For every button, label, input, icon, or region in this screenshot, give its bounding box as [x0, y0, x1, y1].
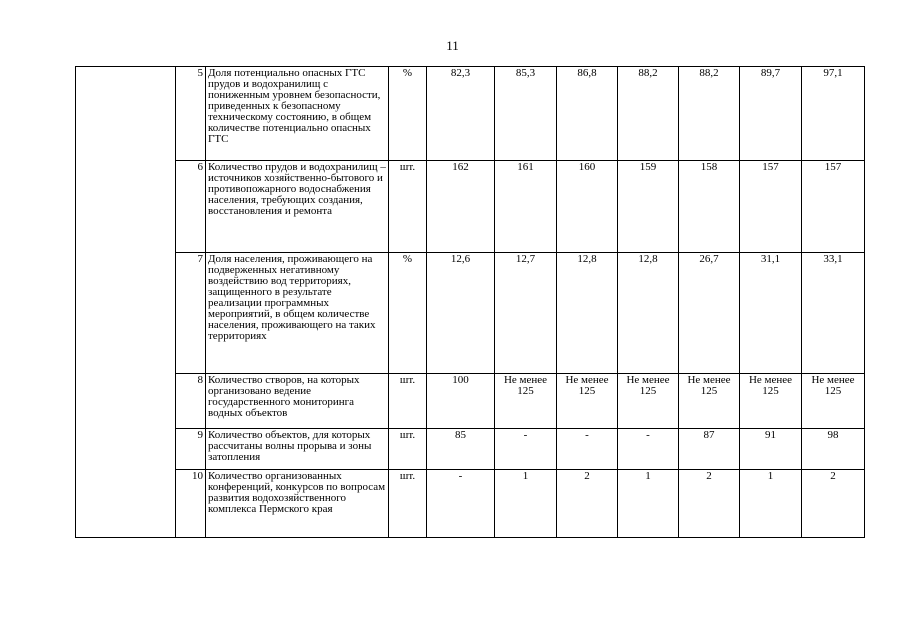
value-cell: 88,2 [679, 67, 740, 161]
row-number-cell: 6 [176, 161, 206, 253]
table-row [76, 67, 865, 161]
value-cell: 31,1 [740, 253, 802, 374]
value-cell: Не менее 125 [802, 374, 865, 429]
value-cell: 2 [679, 470, 740, 538]
unit-cell: % [389, 67, 427, 161]
unit-cell: шт. [389, 429, 427, 470]
value-cell: 88,2 [618, 67, 679, 161]
value-cell: 85,3 [495, 67, 557, 161]
value-cell: 161 [495, 161, 557, 253]
row-number-cell: 9 [176, 429, 206, 470]
indicator-name-cell: Доля потенциально опасных ГТС прудов и водохранилищ с пониженным уровнем безопасности, приведенных к безопасному техническому состоянию, в общем количестве потенциально опасных ГТС [206, 67, 389, 161]
value-cell: Не менее 125 [618, 374, 679, 429]
value-cell: 158 [679, 161, 740, 253]
value-cell: 157 [740, 161, 802, 253]
unit-cell: шт. [389, 161, 427, 253]
row-number-cell: 8 [176, 374, 206, 429]
value-cell: 159 [618, 161, 679, 253]
row-number-cell: 10 [176, 470, 206, 538]
table-row [76, 161, 865, 253]
blank-column-cell [76, 67, 176, 538]
value-cell: 82,3 [427, 67, 495, 161]
table-body [76, 67, 865, 538]
value-cell: 2 [557, 470, 618, 538]
value-cell: 89,7 [740, 67, 802, 161]
value-cell: 2 [802, 470, 865, 538]
unit-cell: шт. [389, 470, 427, 538]
value-cell: - [618, 429, 679, 470]
value-cell: 12,7 [495, 253, 557, 374]
unit-cell: шт. [389, 374, 427, 429]
indicator-name-cell: Количество организованных конференций, конкурсов по вопросам развития водохозяйственного комплекса Пермского края [206, 470, 389, 538]
value-cell: 12,8 [618, 253, 679, 374]
value-cell: 87 [679, 429, 740, 470]
value-cell: 1 [618, 470, 679, 538]
value-cell: 12,8 [557, 253, 618, 374]
row-number-cell: 7 [176, 253, 206, 374]
value-cell: 157 [802, 161, 865, 253]
unit-cell: % [389, 253, 427, 374]
value-cell: 97,1 [802, 67, 865, 161]
value-cell: 86,8 [557, 67, 618, 161]
value-cell: 100 [427, 374, 495, 429]
value-cell: - [495, 429, 557, 470]
page-number: 11 [446, 38, 459, 53]
value-cell: 91 [740, 429, 802, 470]
table-row [76, 253, 865, 374]
value-cell: 98 [802, 429, 865, 470]
value-cell: 33,1 [802, 253, 865, 374]
table-row [76, 429, 865, 470]
value-cell: Не менее 125 [495, 374, 557, 429]
value-cell: 26,7 [679, 253, 740, 374]
indicator-name-cell: Количество створов, на которых организовано ведение государственного мониторинга водных объектов [206, 374, 389, 429]
indicator-name-cell: Доля населения, проживающего на подверженных негативному воздействию вод территориях, защищенного в результате реализации программных мероприятий, в общем количестве населения, проживающего на таких территориях [206, 253, 389, 374]
row-number-cell: 5 [176, 67, 206, 161]
value-cell: 12,6 [427, 253, 495, 374]
value-cell: Не менее 125 [679, 374, 740, 429]
value-cell: Не менее 125 [740, 374, 802, 429]
value-cell: 162 [427, 161, 495, 253]
value-cell: 1 [740, 470, 802, 538]
value-cell: 160 [557, 161, 618, 253]
value-cell: - [557, 429, 618, 470]
value-cell: - [427, 470, 495, 538]
indicators-table [75, 66, 865, 538]
value-cell: Не менее 125 [557, 374, 618, 429]
indicator-name-cell: Количество прудов и водохранилищ – источников хозяйственно-бытового и противопожарного водоснабжения населения, требующих создания, восстановления и ремонта [206, 161, 389, 253]
table-row [76, 470, 865, 538]
value-cell: 1 [495, 470, 557, 538]
indicator-name-cell: Количество объектов, для которых рассчитаны волны прорыва и зоны затопления [206, 429, 389, 470]
value-cell: 85 [427, 429, 495, 470]
table-row [76, 374, 865, 429]
